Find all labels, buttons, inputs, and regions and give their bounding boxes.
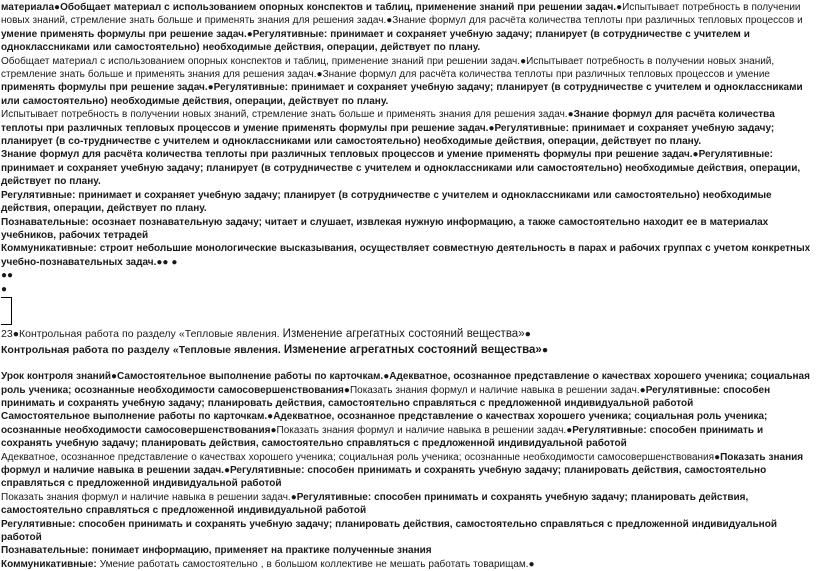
text-run: ●Регулятивные: (290, 491, 375, 503)
para-b3-3 (1, 451, 816, 491)
text-run: ●Регулятивные: (223, 464, 308, 476)
bullet-dots-a: ●● (1, 270, 14, 282)
heading-lesson-23 (1, 327, 816, 341)
text-run: ●Знание формул для расчёта количества теплоты при различных тепловых процессов и умение (316, 69, 770, 81)
text-run: Испытывает потребность в получении новых знаний, стремление знать больше и применять знания для решения задач. (1, 109, 568, 121)
text-run: Показать знания формул и наличие навыка в решении задач. (1, 491, 291, 503)
para-b3-1 (1, 370, 816, 410)
text-run: принимает и сохраняет учебную задачу; планирует (в сотрудничестве с учителем и одноклассниками или самостоятельно) необходимые действия, операции, действует по плану. (1, 28, 750, 54)
text-run: Урок контроля знаний (1, 371, 111, 383)
text-run: ●Показать знания формул и наличие навыка в решении задач. (270, 424, 567, 436)
text-run: строит небольшие монологические высказывания, осуществляет совместную деятельность в парах и рабочих группах с учетом конкретных учебно-познавательных задач. (1, 243, 811, 268)
para-b3-4 (1, 491, 816, 518)
text-run: ●Показать знания формул и наличие навыка в решении задач. (1, 451, 804, 476)
text-run: ●Регулятивные: (207, 82, 292, 94)
text-run: умение применять формулы при решение задач. (1, 28, 247, 40)
para-b3-6 (1, 544, 816, 557)
text-run: ● (524, 328, 531, 341)
para-b1-2 (1, 55, 816, 109)
para-b1-4 (1, 148, 816, 188)
text-run: ●Регулятивные: (692, 149, 774, 161)
text-run: понимает информацию, применяет на практике полученные знания (91, 545, 432, 557)
text-run: ●● ● (156, 256, 178, 268)
text-run: ●Контрольная работа по разделу «Тепловые явления. (12, 328, 283, 341)
text-run: Знание формул для расчёта количества теплоты при различных тепловых процессов и умение применять формулы при решение задач. (1, 149, 693, 161)
table-cell-fragment (1, 297, 12, 325)
text-run: ●Испытывает потребность в получении новых знаний, стремление знать больше и применять знания для решения задач. (1, 2, 801, 27)
text-run: способен принимать и сохранять учебную задачу; планировать действия, самостоятельно справляться с предложенной индивидуальной работой (1, 424, 764, 450)
text-run: 23 (1, 328, 13, 341)
text-run: Обобщает материал с использованием опорных конспектов и таблиц, применение знаний при решении задач. (1, 55, 521, 67)
text-run: способен принимать и сохранять учебную задачу; планировать действия, самостоятельно справляться с предложенной индивидуальной работой (1, 384, 771, 409)
text-run: Регулятивные: (1, 189, 79, 201)
text-run: принимает и сохраняет учебную задачу; планирует (в сотрудничестве с учителем и одноклассниками или самостоятельно) необходимые действия, операции, действует по плану. (1, 162, 801, 188)
para-b1-5 (1, 189, 816, 216)
para-b1-1 (1, 1, 816, 55)
text-run: ●Регулятивные: (639, 384, 724, 396)
text-run: ●Регулятивные: (246, 28, 331, 40)
text-run: ●Адекватное, осознанное представление о качествах хорошего ученика; социальная роль ученика; осознанные необходимости самосовершенствования (1, 411, 768, 436)
text-run: Познавательные: (1, 545, 92, 557)
text-run: осознает познавательную задачу; читает и слушает, извлекая нужную информацию, а также самостоятельно находит ее в материалах учебников, рабочих тетрадей (1, 216, 769, 241)
para-b1-6 (1, 216, 816, 243)
text-run: материала (1, 2, 55, 13)
heading-lesson-23-bold (1, 343, 816, 357)
text-run: Адекватное, осознанное представление о качествах хорошего ученика; социальная роль ученика; осознанные необходимости самосовершенствования (1, 451, 715, 463)
text-run: Изменение агрегатных состояний вещества» (282, 328, 525, 341)
text-run: ● (541, 344, 549, 357)
text-run: ●Регулятивные: (566, 424, 650, 436)
para-b3-5 (1, 518, 816, 545)
text-run: ●Показать знания формул и наличие навыка в решении задач. (343, 384, 640, 396)
text-run: Изменение агрегатных состояний вещества» (283, 344, 542, 357)
text-run: ●Регулятивные: (488, 122, 572, 134)
text-run: ●Самостоятельное выполнение работы по карточкам. (111, 371, 384, 383)
text-run: Контрольная работа по разделу «Тепловые явления. (1, 344, 284, 357)
text-run: ●Испытывает потребность в получении новых знаний, стремление знать больше и применять знания для решения задач. (1, 55, 775, 81)
text-run: принимает и сохраняет учебную задачу; планирует (в сотрудничестве с учителем и одноклассниками или самостоятельно) необходимые действия, операции, действует по плану. (1, 82, 803, 107)
text-run: Коммуникативные: (1, 243, 100, 255)
text-run: способен принимать и сохранять учебную задачу; планировать действия, самостоятельно справляться с предложенной индивидуальной работой (1, 464, 767, 490)
bullet-dots-b: ● (1, 284, 8, 296)
text-run: Умение работать самостоятельно , в большом коллективе не мешать работать товарищам. (99, 558, 529, 570)
para-b1-3 (1, 108, 816, 148)
spacer (1, 357, 816, 370)
text-run: ● (528, 558, 535, 570)
text-run: Регулятивные: (1, 518, 79, 530)
text-run: ●Обобщает материал с использованием опорных конспектов и таблиц, применение знаний при решении задач. (54, 2, 617, 13)
para-b3-2 (1, 410, 816, 450)
para-b3-7 (1, 558, 816, 571)
para-b1-7 (1, 242, 816, 269)
text-run: Познавательные: (1, 216, 92, 228)
text-run: ●Адекватное, осознанное представление о качествах хорошего ученика; социальная роль ученика; осознанные необходимости самосовершенствования (1, 371, 810, 396)
text-run: способен принимать и сохранять учебную задачу; планировать действия, самостоятельно справляться с предложенной индивидуальной работой (1, 518, 777, 543)
text-run: Коммуникативные: (1, 558, 100, 570)
text-run: ●Знание формул для расчёта количества теплоты при различных тепловых процессов и (386, 15, 803, 27)
text-run: способен принимать и сохранять учебную задачу; планировать действия, самостоятельно справляться с предложенной индивидуальной работой (1, 491, 749, 517)
text-run: Самостоятельное выполнение работы по карточкам. (1, 411, 268, 423)
text-run: применять формулы при решение задач. (1, 82, 208, 94)
text-run: принимает и сохраняет учебную задачу; планирует (в сотрудничестве с учителем и одноклассниками или самостоятельно) необходимые действия, операции, действует по плану. (1, 189, 772, 215)
text-run: ●Знание формул для расчёта количества теплоты при различных тепловых процессов и умение применять формулы при решение задач. (1, 109, 775, 134)
text-run: принимает и сохраняет учебную задачу; планирует (в со-трудничестве с учителем и одноклассниками или самостоятельно) необходимые действия, операции, действует по плану. (1, 122, 775, 148)
